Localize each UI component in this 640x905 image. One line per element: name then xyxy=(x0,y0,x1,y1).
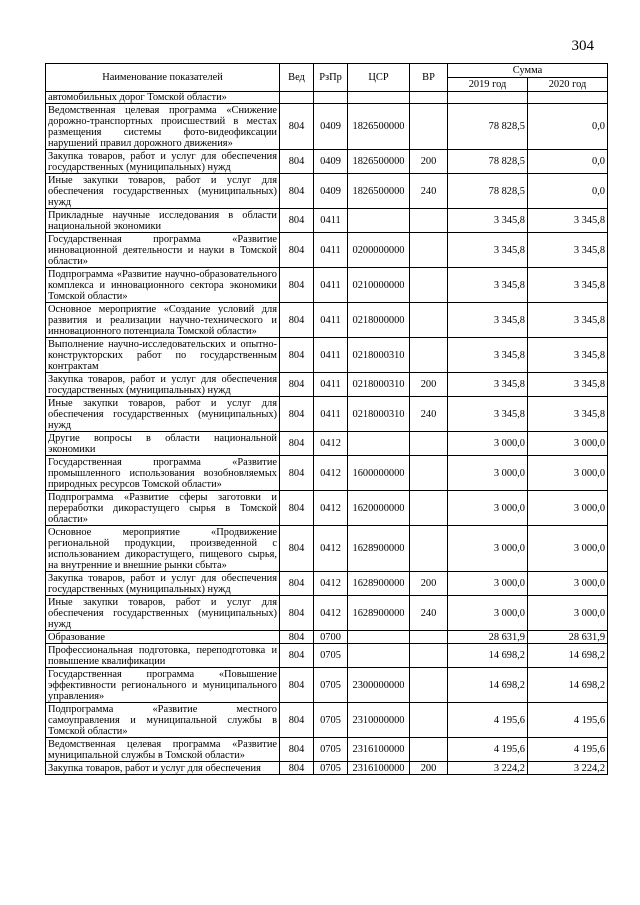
row-rzpr: 0705 xyxy=(314,738,348,762)
row-sum-2020: 3 000,0 xyxy=(528,491,608,526)
row-vr xyxy=(410,526,448,572)
row-ved: 804 xyxy=(280,572,314,596)
row-sum-2020: 0,0 xyxy=(528,174,608,209)
row-vr xyxy=(410,703,448,738)
row-sum-2019: 14 698,2 xyxy=(448,644,528,668)
row-csr: 1826500000 xyxy=(348,104,410,150)
row-sum-2019 xyxy=(448,92,528,104)
row-sum-2019: 3 000,0 xyxy=(448,596,528,631)
row-csr xyxy=(348,644,410,668)
row-csr xyxy=(348,209,410,233)
row-sum-2020: 3 224,2 xyxy=(528,762,608,775)
row-sum-2019: 14 698,2 xyxy=(448,668,528,703)
row-vr xyxy=(410,456,448,491)
row-name: Государственная программа «Развитие промышленного использования возобновляемых природных ресурсов Томской области» xyxy=(46,456,280,491)
row-sum-2020: 3 000,0 xyxy=(528,526,608,572)
row-csr: 0200000000 xyxy=(348,233,410,268)
row-name: Образование xyxy=(46,631,280,644)
row-ved: 804 xyxy=(280,373,314,397)
row-name: Подпрограмма «Развитие местного самоуправления и муниципальной службы в Томской области» xyxy=(46,703,280,738)
row-sum-2019: 3 345,8 xyxy=(448,397,528,432)
row-sum-2020: 3 000,0 xyxy=(528,432,608,456)
table-row xyxy=(46,738,608,762)
row-ved xyxy=(280,92,314,104)
row-sum-2019: 3 000,0 xyxy=(448,526,528,572)
row-ved: 804 xyxy=(280,526,314,572)
row-csr: 0218000000 xyxy=(348,303,410,338)
row-csr: 0218000310 xyxy=(348,397,410,432)
row-vr: 240 xyxy=(410,596,448,631)
row-rzpr: 0412 xyxy=(314,432,348,456)
row-rzpr: 0412 xyxy=(314,596,348,631)
row-name: Государственная программа «Развитие инновационной деятельности и науки в Томской области» xyxy=(46,233,280,268)
row-ved: 804 xyxy=(280,104,314,150)
row-sum-2019: 3 000,0 xyxy=(448,432,528,456)
row-sum-2020: 3 345,8 xyxy=(528,338,608,373)
row-csr xyxy=(348,92,410,104)
row-csr: 2316100000 xyxy=(348,738,410,762)
row-sum-2019: 3 345,8 xyxy=(448,268,528,303)
table-row xyxy=(46,526,608,572)
row-name: Закупка товаров, работ и услуг для обеспечения государственных (муниципальных) нужд xyxy=(46,572,280,596)
row-rzpr: 0412 xyxy=(314,572,348,596)
table-row xyxy=(46,338,608,373)
row-rzpr: 0409 xyxy=(314,104,348,150)
row-sum-2019: 3 345,8 xyxy=(448,303,528,338)
row-name: Иные закупки товаров, работ и услуг для обеспечения государственных (муниципальных) нужд xyxy=(46,174,280,209)
row-sum-2019: 3 345,8 xyxy=(448,338,528,373)
row-name: Подпрограмма «Развитие научно-образовательного комплекса и инновационного сектора экономики Томской области» xyxy=(46,268,280,303)
row-csr: 1628900000 xyxy=(348,572,410,596)
row-ved: 804 xyxy=(280,738,314,762)
row-sum-2019: 3 000,0 xyxy=(448,456,528,491)
row-ved: 804 xyxy=(280,596,314,631)
row-vr: 240 xyxy=(410,174,448,209)
header-vr: ВР xyxy=(410,64,448,92)
row-rzpr: 0411 xyxy=(314,268,348,303)
row-name: Государственная программа «Повышение эффективности регионального и муниципального управления» xyxy=(46,668,280,703)
row-sum-2019: 28 631,9 xyxy=(448,631,528,644)
header-2019: 2019 год xyxy=(448,78,528,92)
row-csr: 0218000310 xyxy=(348,373,410,397)
row-ved: 804 xyxy=(280,644,314,668)
row-vr xyxy=(410,491,448,526)
row-sum-2019: 4 195,6 xyxy=(448,738,528,762)
row-sum-2020: 3 345,8 xyxy=(528,268,608,303)
table-row xyxy=(46,703,608,738)
row-sum-2020: 3 345,8 xyxy=(528,373,608,397)
row-name: Закупка товаров, работ и услуг для обеспечения государственных (муниципальных) нужд xyxy=(46,373,280,397)
table-row xyxy=(46,631,608,644)
table-row xyxy=(46,104,608,150)
row-ved: 804 xyxy=(280,150,314,174)
table-row xyxy=(46,209,608,233)
row-vr: 240 xyxy=(410,397,448,432)
row-sum-2020: 3 345,8 xyxy=(528,397,608,432)
row-ved: 804 xyxy=(280,491,314,526)
header-2020: 2020 год xyxy=(528,78,608,92)
row-sum-2020: 3 000,0 xyxy=(528,456,608,491)
row-sum-2019: 78 828,5 xyxy=(448,150,528,174)
row-vr xyxy=(410,303,448,338)
header-rzpr: РзПр xyxy=(314,64,348,92)
row-ved: 804 xyxy=(280,703,314,738)
row-ved: 804 xyxy=(280,432,314,456)
row-sum-2020: 3 000,0 xyxy=(528,596,608,631)
row-csr xyxy=(348,631,410,644)
row-csr: 1628900000 xyxy=(348,526,410,572)
row-name: Ведомственная целевая программа «Снижение дорожно-транспортных происшествий в местах размещения системы фото-видеофиксации нарушений правил дорожного движения» xyxy=(46,104,280,150)
row-ved: 804 xyxy=(280,456,314,491)
row-ved: 804 xyxy=(280,668,314,703)
table-body xyxy=(46,92,608,775)
row-name: Основное мероприятие «Продвижение региональной продукции, произведенной с использованием дикорастущего, пищевого сырья, на внутренние и внешние рынки сбыта» xyxy=(46,526,280,572)
table-row xyxy=(46,762,608,775)
row-csr: 0210000000 xyxy=(348,268,410,303)
row-vr xyxy=(410,92,448,104)
table-row xyxy=(46,644,608,668)
row-name: Профессиональная подготовка, переподготовка и повышение квалификации xyxy=(46,644,280,668)
row-sum-2019: 3 224,2 xyxy=(448,762,528,775)
row-sum-2020: 14 698,2 xyxy=(528,668,608,703)
row-name: Другие вопросы в области национальной экономики xyxy=(46,432,280,456)
row-sum-2019: 3 345,8 xyxy=(448,209,528,233)
row-name: Закупка товаров, работ и услуг для обеспечения xyxy=(46,762,280,775)
row-ved: 804 xyxy=(280,268,314,303)
row-sum-2020: 4 195,6 xyxy=(528,703,608,738)
header-csr: ЦСР xyxy=(348,64,410,92)
row-csr: 1826500000 xyxy=(348,174,410,209)
header-sum: Сумма xyxy=(448,64,608,78)
row-ved: 804 xyxy=(280,762,314,775)
row-vr: 200 xyxy=(410,762,448,775)
row-csr: 0218000310 xyxy=(348,338,410,373)
row-rzpr: 0412 xyxy=(314,456,348,491)
table-row xyxy=(46,456,608,491)
row-rzpr: 0411 xyxy=(314,233,348,268)
table-row xyxy=(46,373,608,397)
row-rzpr: 0412 xyxy=(314,491,348,526)
row-ved: 804 xyxy=(280,397,314,432)
table-row xyxy=(46,432,608,456)
row-rzpr: 0411 xyxy=(314,209,348,233)
row-vr xyxy=(410,209,448,233)
row-ved: 804 xyxy=(280,338,314,373)
row-rzpr: 0705 xyxy=(314,703,348,738)
row-vr xyxy=(410,268,448,303)
row-vr xyxy=(410,668,448,703)
row-sum-2020: 4 195,6 xyxy=(528,738,608,762)
row-vr xyxy=(410,233,448,268)
table-row xyxy=(46,174,608,209)
row-rzpr: 0409 xyxy=(314,174,348,209)
row-sum-2020: 3 345,8 xyxy=(528,303,608,338)
row-vr: 200 xyxy=(410,572,448,596)
row-vr: 200 xyxy=(410,373,448,397)
table-row xyxy=(46,303,608,338)
table-row xyxy=(46,491,608,526)
row-name: Ведомственная целевая программа «Развитие муниципальной службы в Томской области» xyxy=(46,738,280,762)
row-rzpr: 0705 xyxy=(314,668,348,703)
row-ved: 804 xyxy=(280,631,314,644)
header-ved: Вед xyxy=(280,64,314,92)
row-csr: 1826500000 xyxy=(348,150,410,174)
row-sum-2019: 3 000,0 xyxy=(448,572,528,596)
row-csr: 2316100000 xyxy=(348,762,410,775)
row-name: Закупка товаров, работ и услуг для обеспечения государственных (муниципальных) нужд xyxy=(46,150,280,174)
row-name: Иные закупки товаров, работ и услуг для обеспечения государственных (муниципальных) нужд xyxy=(46,596,280,631)
table-row xyxy=(46,572,608,596)
row-csr: 1628900000 xyxy=(348,596,410,631)
table-row xyxy=(46,92,608,104)
row-csr: 2310000000 xyxy=(348,703,410,738)
row-rzpr: 0700 xyxy=(314,631,348,644)
table-row xyxy=(46,268,608,303)
table-row xyxy=(46,150,608,174)
row-name: Подпрограмма «Развитие сферы заготовки и переработки дикорастущего сырья в Томской области» xyxy=(46,491,280,526)
page-number: 304 xyxy=(571,38,594,54)
table-row xyxy=(46,233,608,268)
budget-table xyxy=(45,63,608,775)
row-sum-2020: 28 631,9 xyxy=(528,631,608,644)
row-ved: 804 xyxy=(280,209,314,233)
row-sum-2020: 3 345,8 xyxy=(528,209,608,233)
row-vr xyxy=(410,644,448,668)
row-vr xyxy=(410,432,448,456)
row-vr xyxy=(410,104,448,150)
row-name: Выполнение научно-исследовательских и опытно-конструкторских работ по государственным контрактам xyxy=(46,338,280,373)
table-row xyxy=(46,668,608,703)
row-rzpr: 0411 xyxy=(314,338,348,373)
row-vr xyxy=(410,738,448,762)
row-rzpr: 0412 xyxy=(314,526,348,572)
row-sum-2019: 4 195,6 xyxy=(448,703,528,738)
row-vr: 200 xyxy=(410,150,448,174)
row-sum-2020: 0,0 xyxy=(528,104,608,150)
row-name: автомобильных дорог Томской области» xyxy=(46,92,280,104)
row-sum-2020 xyxy=(528,92,608,104)
row-rzpr: 0411 xyxy=(314,303,348,338)
table-row xyxy=(46,596,608,631)
row-rzpr: 0705 xyxy=(314,644,348,668)
row-csr xyxy=(348,432,410,456)
row-rzpr: 0705 xyxy=(314,762,348,775)
row-vr xyxy=(410,631,448,644)
row-rzpr: 0409 xyxy=(314,150,348,174)
row-rzpr: 0411 xyxy=(314,373,348,397)
row-sum-2019: 3 345,8 xyxy=(448,373,528,397)
row-csr: 1620000000 xyxy=(348,491,410,526)
row-sum-2020: 14 698,2 xyxy=(528,644,608,668)
row-vr xyxy=(410,338,448,373)
row-sum-2019: 78 828,5 xyxy=(448,174,528,209)
row-ved: 804 xyxy=(280,233,314,268)
header-name: Наименование показателей xyxy=(46,64,280,92)
row-name: Основное мероприятие «Создание условий для развития и реализации научно-технического и инновационного потенциала Томской области» xyxy=(46,303,280,338)
row-name: Прикладные научные исследования в области национальной экономики xyxy=(46,209,280,233)
row-ved: 804 xyxy=(280,174,314,209)
row-csr: 2300000000 xyxy=(348,668,410,703)
row-sum-2019: 3 000,0 xyxy=(448,491,528,526)
row-rzpr xyxy=(314,92,348,104)
row-name: Иные закупки товаров, работ и услуг для обеспечения государственных (муниципальных) нужд xyxy=(46,397,280,432)
row-sum-2020: 0,0 xyxy=(528,150,608,174)
row-sum-2020: 3 345,8 xyxy=(528,233,608,268)
row-sum-2019: 78 828,5 xyxy=(448,104,528,150)
row-sum-2019: 3 345,8 xyxy=(448,233,528,268)
row-sum-2020: 3 000,0 xyxy=(528,572,608,596)
row-rzpr: 0411 xyxy=(314,397,348,432)
row-ved: 804 xyxy=(280,303,314,338)
table-row xyxy=(46,397,608,432)
row-csr: 1600000000 xyxy=(348,456,410,491)
